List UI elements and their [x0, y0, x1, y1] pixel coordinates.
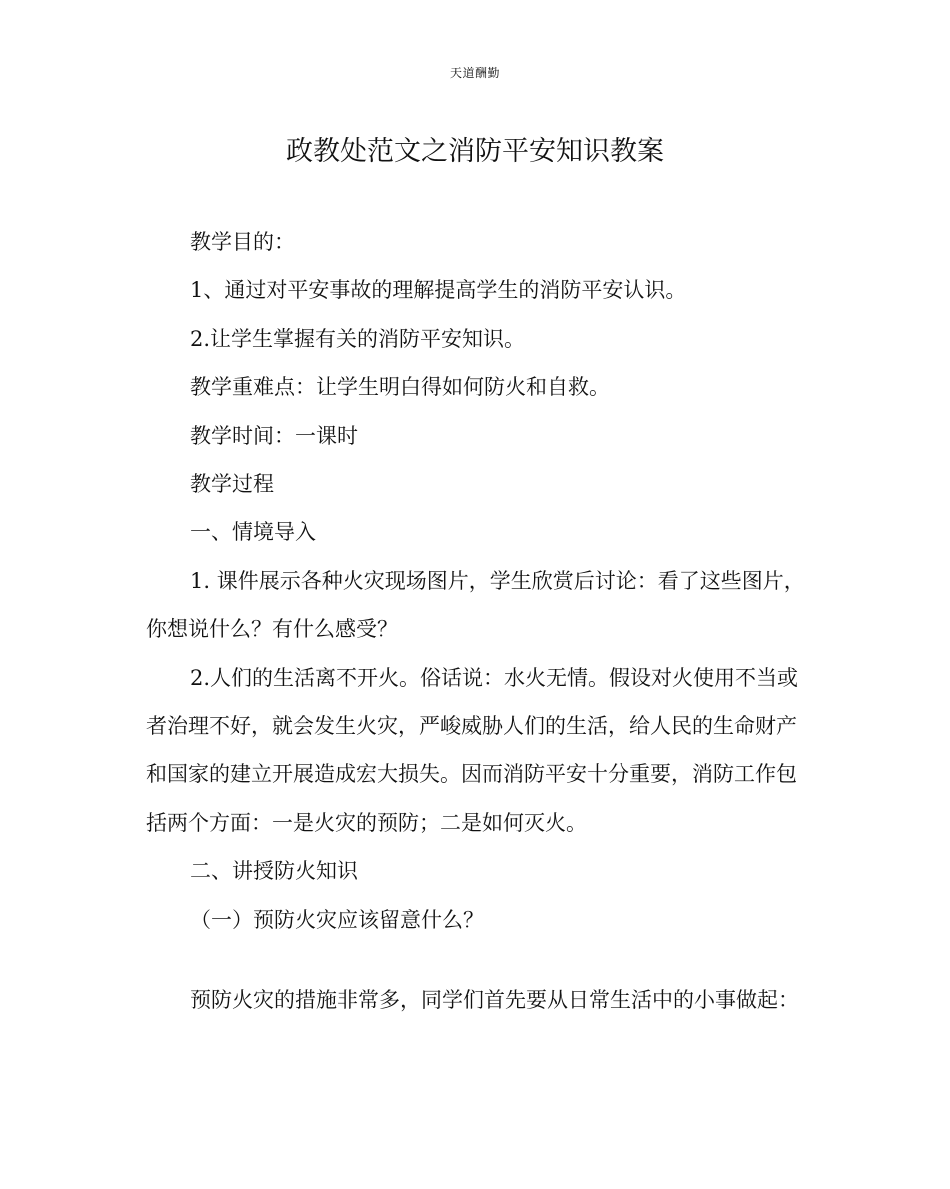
page-header: 天道酬勤	[449, 66, 500, 80]
document-title: 政教处范文之消防平安知识教案	[286, 136, 664, 167]
paragraph-spacer	[146, 944, 806, 976]
paragraph-prevention-measures: 预防火灾的措施非常多，同学们首先要从日常生活中的小事做起：	[190, 988, 799, 1013]
paragraph-intro-1: 1. 课件展示各种火灾现场图片，学生欣赏后讨论：看了这些图片，你想说什么？有什么感受？	[146, 568, 805, 642]
paragraph-teaching-process: 教学过程	[190, 472, 274, 497]
document-body	[146, 218, 806, 1025]
paragraph-intro-2: 2.人们的生活离不开火。俗话说：水火无情。假设对火使用不当或者治理不好，就会发生火灾，严峻威胁人们的生活，给人民的生命财产和国家的建立开展造成宏大损失。因而消防平安十分重要，消防工作包括两个方面：一是火灾的预防；二是如何灭火。	[146, 665, 799, 835]
subsection-heading-prevention: （一）预防火灾应该留意什么？	[190, 907, 484, 932]
section-heading-intro: 一、情境导入	[190, 520, 316, 545]
paragraph-teaching-goal-heading: 教学目的：	[190, 230, 295, 254]
paragraph-teaching-time: 教学时间：一课时	[190, 423, 358, 448]
section-heading-fire-prevention: 二、讲授防火知识	[190, 859, 358, 884]
paragraph-goal-2: 2.让学生掌握有关的消防平安知识。	[190, 326, 526, 351]
paragraph-key-points: 教学重难点：让学生明白得如何防火和自救。	[190, 375, 610, 400]
paragraph-goal-1: 1、通过对平安事故的理解提高学生的消防平安认识。	[190, 278, 687, 303]
